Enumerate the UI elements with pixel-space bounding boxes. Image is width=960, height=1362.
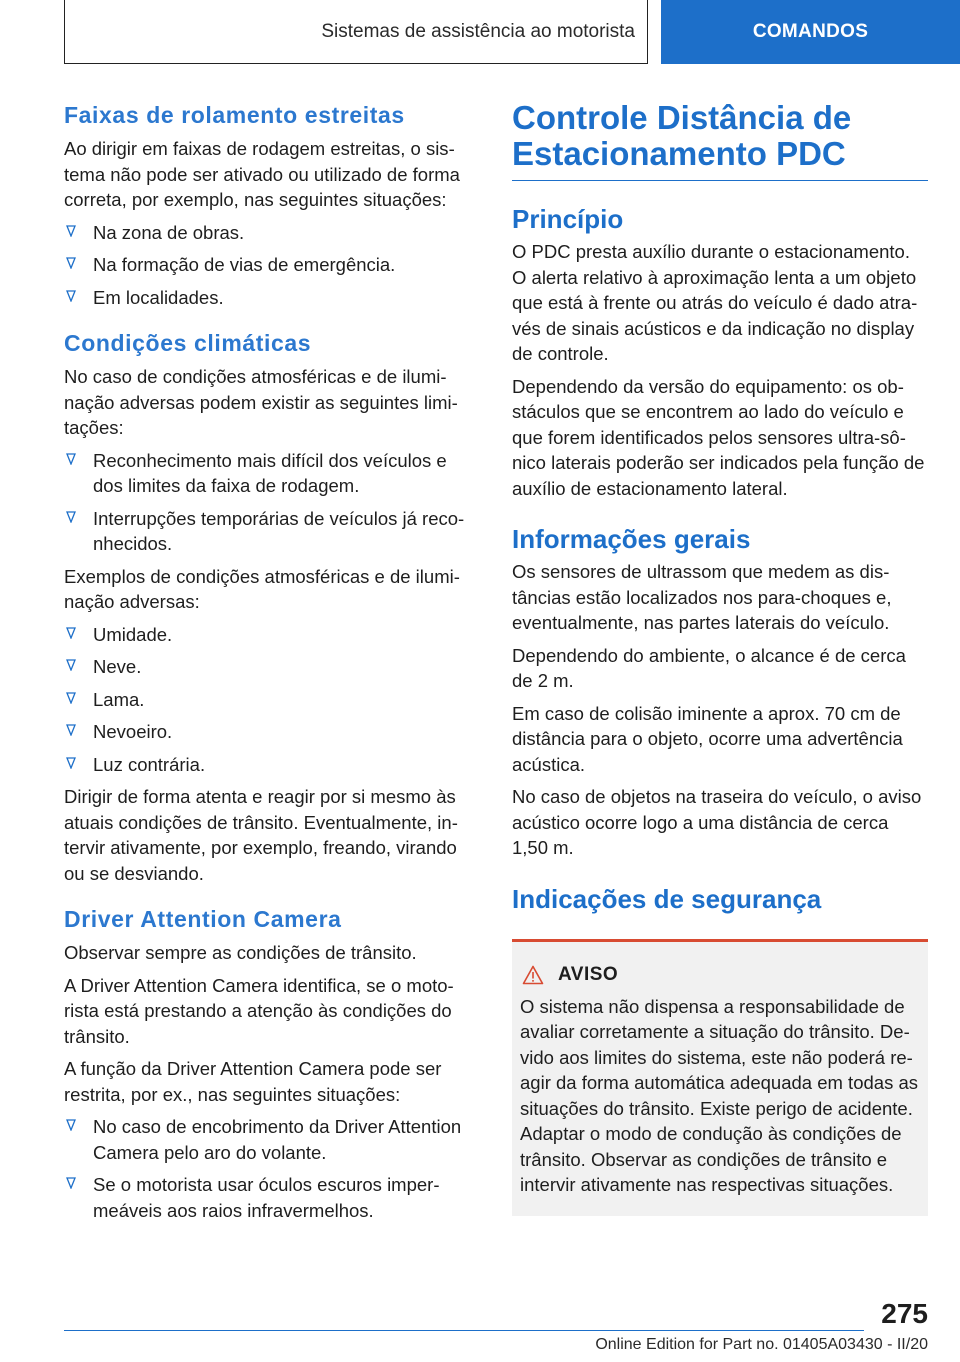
faixas-intro: Ao dirigir em faixas de rodagem estreitas, o sistema não pode ser ativado ou utilizado de forma correta, por exemplo, nas seguintes situações: [64,138,460,210]
list-item: Na formação de vias de emergência. [64,252,478,278]
camera-p2: A Driver Attention Camera identifica, se o motorista está prestando a atenção às condições do trânsito. [64,974,454,1047]
header-section-title-box [64,0,648,64]
warning-title [522,964,920,986]
camera-p1: Observar sempre as condições de trânsito. [64,942,417,963]
list-item: Se o motorista usar óculos escuros impermeáveis aos raios infravermelhos. [64,1172,478,1223]
heading-driver-attention-camera: Driver Attention Camera [64,906,342,932]
footer-edition: Online Edition for Part no. 01405A03430 - II/20 [595,1336,928,1353]
principio-p1: O PDC presta auxílio durante o estacionamento. O alerta relativo à aproximação lenta a um objeto que está à frente ou atrás do veículo é dado através de sinais acústicos e da indicação no display de controle. [512,241,918,364]
triangle-bullet-icon [66,757,76,769]
list-item: Nevoeiro. [64,719,478,745]
list-item: Na zona de obras. [64,220,478,246]
heading-informacoes-gerais: Informações gerais [512,524,751,554]
triangle-bullet-icon [66,724,76,736]
triangle-bullet-icon [66,659,76,671]
list-item: Reconhecimento mais difícil dos veículos e dos limites da faixa de rodagem. [64,448,478,499]
triangle-bullet-icon [66,627,76,639]
principio-p2: Dependendo da versão do equipamento: os obstáculos que se encontrem ao lado do veículo e que forem identificados pelos sensores ultra-sônico laterais poderão ser indicados pela função de auxílio de estacionamento lateral. [512,375,925,499]
left-column [64,100,478,1230]
triangle-bullet-icon [66,453,76,465]
list-item: Umidade. [64,622,478,648]
heading-condicoes-climaticas: Condições climáticas [64,330,312,356]
gerais-p2: Dependendo do ambiente, o alcance é de cerca de 2 m. [512,644,906,691]
camera-list [64,1114,478,1223]
triangle-bullet-icon [66,225,76,237]
header-section-title: Sistemas de assistência ao motorista [321,20,635,42]
list-item: Interrupções temporárias de veículos já reconhecidos. [64,506,478,557]
list-item: Em localidades. [64,285,478,311]
list-item: Luz contrária. [64,752,478,778]
page-title: Controle Distância de Estacionamento PDC [512,100,928,181]
warning-triangle-icon [522,965,544,985]
right-column [512,100,928,1216]
warning-box [512,939,928,1216]
list-item: Neve. [64,654,478,680]
clima-closing: Dirigir de forma atenta e reagir por si mesmo às atuais condições de trânsito. Eventualmente, intervir ativamente, por exemplo, freando, virando ou se desviando. [64,786,458,884]
triangle-bullet-icon [66,511,76,523]
clima-examples-list [64,622,478,778]
clima-list [64,448,478,557]
heading-principio: Princípio [512,204,624,234]
triangle-bullet-icon [66,1119,76,1131]
footer-divider [64,1330,864,1331]
warning-text: O sistema não dispensa a responsabilidade de avaliar corretamente a situação do trânsito. Devido aos limites do sistema, este não poderá reagir da forma automática adequada em todas as situações do trânsito. Existe perigo de acidente. Adaptar o modo de condução às condições de trânsito. Observar as condições de trânsito e intervir ativamente nas respectivas situações. [520,995,918,1195]
camera-p3: A função da Driver Attention Camera pode ser restrita, por ex., nas seguintes situações: [64,1058,442,1105]
gerais-p4: No caso de objetos na traseira do veículo, o aviso acústico ocorre logo a uma distância de cerca 1,50 m. [512,786,922,858]
clima-intro: No caso de condições atmosféricas e de iluminação adversas podem existir as seguintes limitações: [64,366,458,438]
faixas-list [64,220,478,311]
triangle-bullet-icon [66,1177,76,1189]
header-tab-label: COMANDOS [752,21,869,42]
warning-label: AVISO [558,963,619,985]
gerais-p3: Em caso de colisão iminente a aprox. 70 cm de distância para o objeto, ocorre uma advertência acústica. [512,702,903,775]
page-number: 275 [881,1298,928,1329]
clima-examples-intro: Exemplos de condições atmosféricas e de iluminação adversas: [64,565,460,612]
gerais-p1: Os sensores de ultrassom que medem as distâncias estão localizados nos para-choques e, eventualmente, nas partes laterais do veículo. [512,561,892,633]
header-tab-comandos[interactable] [661,0,960,64]
triangle-bullet-icon [66,257,76,269]
triangle-bullet-icon [66,692,76,704]
list-item: Lama. [64,687,478,713]
triangle-bullet-icon [66,290,76,302]
list-item: No caso de encobrimento da Driver Attention Camera pelo aro do volante. [64,1114,478,1165]
heading-faixas: Faixas de rolamento estreitas [64,102,405,128]
heading-indicacoes-seguranca: Indicações de segurança [512,883,822,914]
